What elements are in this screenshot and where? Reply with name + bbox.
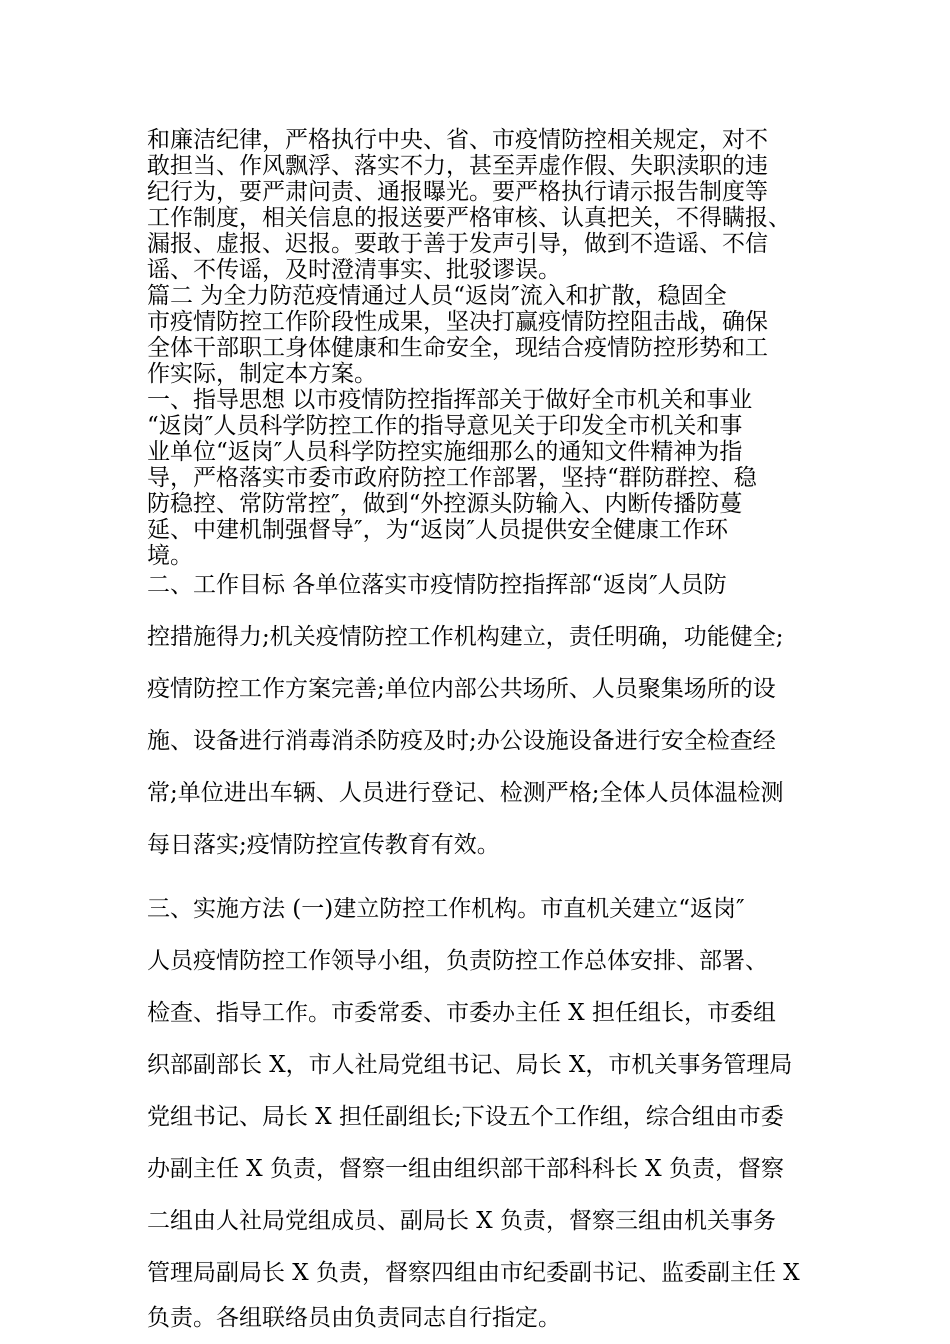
text-line: 导，严格落实市委市政府防控工作部署，坚持“群防群控、稳 (147, 465, 757, 491)
text-line: 三、实施方法 (一)建立防控工作机构。市直机关建立“返岗″ (147, 896, 745, 922)
text-line: 业单位“返岗″人员科学防控实施细那么的通知文件精神为指 (147, 439, 743, 465)
text-line: 敢担当、作风飘浮、落实不力，甚至弄虚作假、失职渎职的违 (147, 153, 768, 179)
text-line: 漏报、虚报、迟报。要敢于善于发声引导，做到不造谣、不信 (147, 231, 768, 257)
text-line: 施、设备进行消毒消杀防疫及时;办公设施设备进行安全检查经 (147, 728, 776, 754)
text-line: 工作制度，相关信息的报送要严格审核、认真把关，不得瞒报、 (147, 205, 791, 231)
text-line: 全体干部职工身体健康和生命安全，现结合疫情防控形势和工 (147, 335, 768, 361)
text-line: 织部副部长 X，市人社局党组书记、局长 X，市机关事务管理局 (147, 1052, 793, 1078)
text-line: 作实际，制定本方案。 (147, 361, 377, 387)
text-line: 境。 (147, 543, 193, 569)
text-line: 二、工作目标 各单位落实市疫情防控指挥部“返岗″人员防 (147, 572, 727, 598)
text-line: 每日落实;疫情防控宣传教育有效。 (147, 832, 500, 858)
text-line: 办副主任 X 负责，督察一组由组织部干部科科长 X 负责，督察 (147, 1156, 784, 1182)
text-line: 人员疫情防控工作领导小组，负责防控工作总体安排、部署、 (147, 948, 768, 974)
text-line: 负责。各组联络员由负责同志自行指定。 (147, 1305, 561, 1331)
text-line: “返岗″人员科学防控工作的指导意见关于印发全市机关和事 (147, 413, 743, 439)
text-line: 控措施得力;机关疫情防控工作机构建立，责任明确，功能健全; (147, 624, 784, 650)
text-line: 二组由人社局党组成员、副局长 X 负责，督察三组由机关事务 (147, 1208, 776, 1234)
text-line: 纪行为，要严肃问责、通报曝光。要严格执行请示报告制度等 (147, 179, 768, 205)
text-line: 市疫情防控工作阶段性成果，坚决打赢疫情防控阻击战，确保 (147, 309, 768, 335)
text-line: 管理局副局长 X 负责，督察四组由市纪委副书记、监委副主任 X (147, 1260, 800, 1286)
text-line: 党组书记、局长 X 担任副组长;下设五个工作组，综合组由市委 (147, 1104, 784, 1130)
text-line: 检查、指导工作。市委常委、市委办主任 X 担任组长，市委组 (147, 1000, 776, 1026)
text-line: 和廉洁纪律，严格执行中央、省、市疫情防控相关规定，对不 (147, 127, 768, 153)
text-line: 疫情防控工作方案完善;单位内部公共场所、人员聚集场所的设 (147, 676, 776, 702)
text-line: 谣、不传谣，及时澄清事实、批驳谬误。 (147, 257, 561, 283)
text-line: 延、中建机制强督导″，为“返岗″人员提供安全健康工作环 (147, 517, 728, 543)
text-line: 防稳控、常防常控″，做到“外控源头防输入、内断传播防蔓 (147, 491, 743, 517)
text-line: 篇二 为全力防范疫情通过人员“返岗″流入和扩散，稳固全 (147, 283, 727, 309)
text-line: 常;单位进出车辆、人员进行登记、检测严格;全体人员体温检测 (147, 780, 784, 806)
text-line: 一、指导思想 以市疫情防控指挥部关于做好全市机关和事业 (147, 387, 753, 413)
